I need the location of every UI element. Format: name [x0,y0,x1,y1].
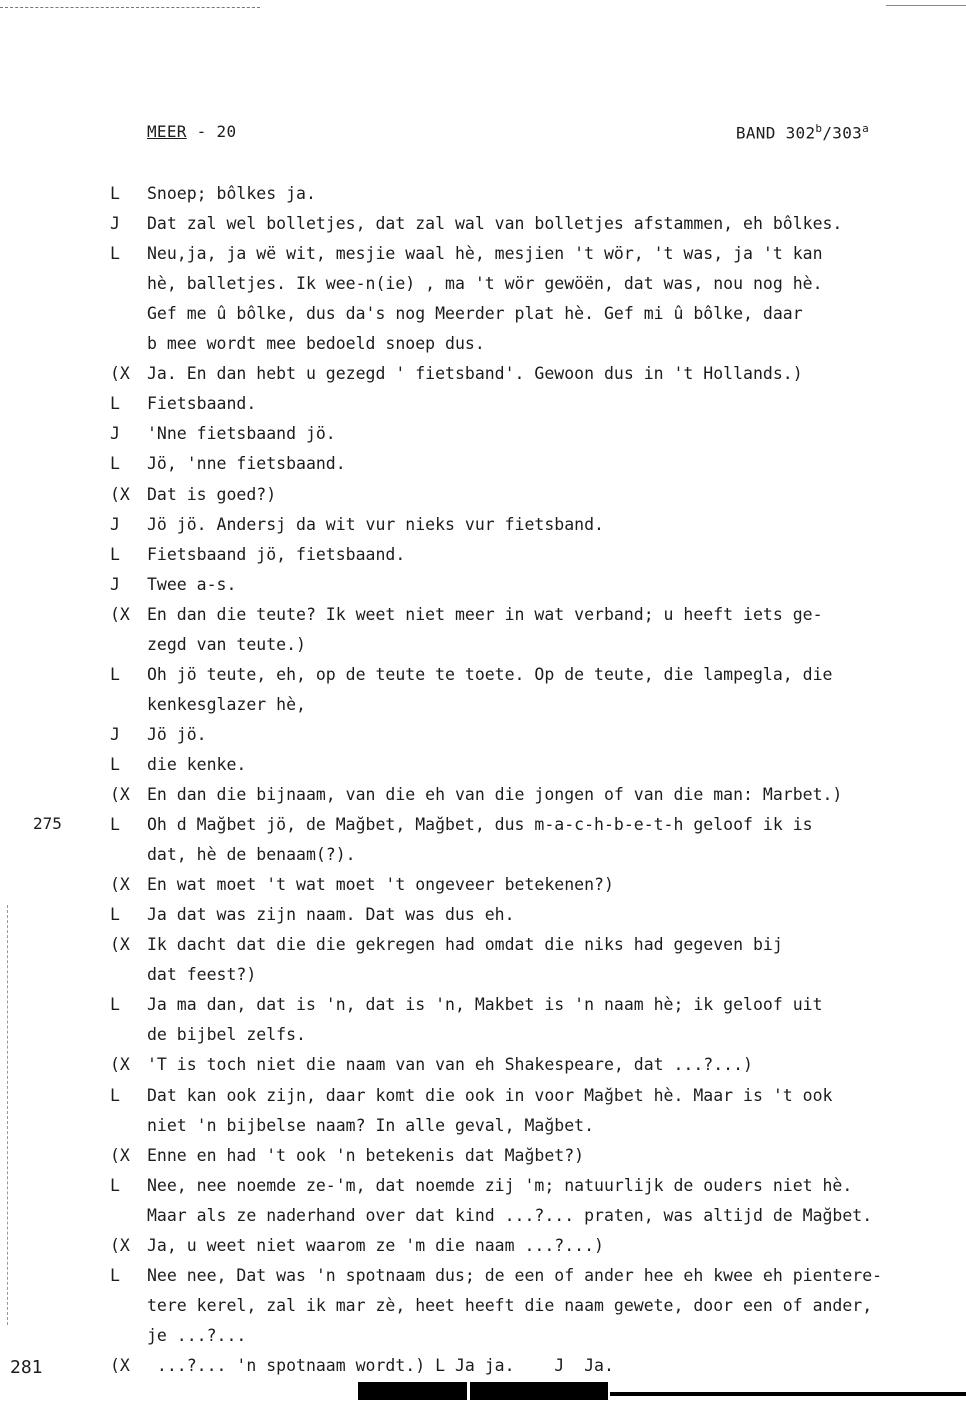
transcript-line [0,1294,966,1318]
page-header-right [736,122,869,142]
line-text: zegd van teute.) [147,634,306,654]
transcript-line [0,543,966,567]
transcript-line [0,272,966,296]
transcript-line [0,452,966,476]
transcript-line [0,1354,966,1378]
transcript-line [0,362,966,386]
transcript-line [0,513,966,537]
transcript-line [0,663,966,687]
transcript-line [0,633,966,657]
line-text: Jö, 'nne fietsbaand. [147,454,346,474]
transcript-line [0,963,966,987]
transcript-line [0,933,966,957]
speaker-label: L [110,454,120,474]
line-text: Neu,ja, ja wë wit, mesjie waal hè, mesjien 't wör, 't was, ja 't kan [147,244,823,264]
transcript-line [0,573,966,597]
speaker-label: J [110,574,120,594]
speaker-label: (X [110,604,130,624]
line-text: Oh d Mağbet jö, de Mağbet, Mağbet, dus m-a-c-h-b-e-t-h geloof ik is [147,815,813,835]
line-text: Dat zal wel bolletjes, dat zal wal van bolletjes afstammen, eh bôlkes. [147,214,843,234]
line-text: Ik dacht dat die die gekregen had omdat die niks had gegeven bij [147,935,783,955]
scan-bottom-rule [610,1392,966,1396]
line-text: Fietsbaand. [147,394,257,414]
band-sup-2: a [862,122,869,135]
line-text: Jö jö. Andersj da wit vur nieks vur fietsband. [147,514,604,534]
line-text: En wat moet 't wat moet 't ongeveer betekenen?) [147,875,614,895]
speaker-label: L [110,1175,120,1195]
line-text: Enne en had 't ook 'n betekenis dat Mağbet?) [147,1145,585,1165]
transcript-line [0,212,966,236]
line-text: Maar als ze naderhand over dat kind ...?... praten, was altijd de Mağbet. [147,1205,873,1225]
transcript-line [0,1174,966,1198]
transcript-line [0,603,966,627]
band-label: BAND 302 [735,123,816,143]
speaker-label: (X [110,1235,130,1255]
transcript-line [0,723,966,747]
margin-line-number: 281 [10,1357,43,1378]
speaker-label: J [110,424,120,444]
transcript-line [0,1264,966,1288]
line-text: Ja. En dan hebt u gezegd ' fietsband'. Gewoon dus in 't Hollands.) [147,364,803,384]
transcript-line [0,873,966,897]
speaker-label: L [110,905,120,925]
transcript-line [0,843,966,867]
transcript-line [0,1114,966,1138]
line-text: b mee wordt mee bedoeld snoep dus. [147,334,485,354]
scan-bottom-tick [467,1380,470,1402]
line-text: niet 'n bijbelse naam? In alle geval, Mağbet. [147,1115,595,1135]
line-text: En dan die bijnaam, van die eh van die jongen of van die man: Marbet.) [147,785,843,804]
transcript-line [0,483,966,507]
speaker-label: L [110,1085,120,1105]
transcript-line [0,753,966,777]
line-text: Ja dat was zijn naam. Dat was dus eh. [147,905,515,925]
header-title: MEER [147,122,187,141]
speaker-label: J [110,514,120,534]
transcript-line [0,693,966,717]
line-text: hè, balletjes. Ik wee-n(ie) , ma 't wör gewöën, dat was, nou nog hè. [147,274,823,294]
transcript-line [0,783,966,807]
scan-artifact-top-right [886,5,966,6]
speaker-label: L [110,394,120,414]
band-slash: /303 [822,123,863,143]
transcript-line [0,993,966,1017]
transcript-line [0,1053,966,1077]
speaker-label: (X [110,1055,130,1075]
line-text: de bijbel zelfs. [147,1025,306,1045]
transcript-line [0,1234,966,1258]
speaker-label: L [110,184,120,203]
line-text: tere kerel, zal ik mar zè, heet heeft die naam gewete, door een of ander, [147,1295,873,1315]
speaker-label: L [110,664,120,684]
transcript-line [0,813,966,837]
speaker-label: (X [110,364,130,384]
line-text: Snoep; bôlkes ja. [147,184,316,203]
scan-artifact-top-left [0,7,260,8]
page-header-left [147,122,236,141]
speaker-label: (X [110,785,130,804]
speaker-label: (X [110,1355,130,1375]
header-page-number: - 20 [186,122,237,141]
line-text: 'T is toch niet die naam van van eh Shakespeare, dat ...?...) [147,1055,753,1075]
line-text: Dat kan ook zijn, daar komt die ook in voor Mağbet hè. Maar is 't ook [147,1085,833,1105]
speaker-label: (X [110,935,130,955]
scan-bottom-bar [358,1382,608,1400]
transcript-line [0,422,966,446]
line-text: Nee nee, Dat was 'n spotnaam dus; de een of ander hee eh kwee eh pientere- [147,1265,883,1285]
line-text: Ja ma dan, dat is 'n, dat is 'n, Makbet is 'n naam hè; ik geloof uit [147,995,823,1015]
line-text: Gef me û bôlke, dus da's nog Meerder plat hè. Gef mi û bôlke, daar [147,304,803,324]
speaker-label: L [110,995,120,1015]
line-text: Nee, nee noemde ze-'m, dat noemde zij 'm; natuurlijk de ouders niet hè. [147,1175,853,1195]
transcript-line [0,1084,966,1108]
speaker-label: L [110,754,120,774]
speaker-label: J [110,724,120,744]
transcript-line [0,1144,966,1168]
transcript-line [0,1023,966,1047]
speaker-label: L [110,244,120,264]
transcript-line [0,1204,966,1228]
transcript-line [0,242,966,266]
transcript-line [0,332,966,356]
transcript-line [0,182,966,206]
transcript-line [0,302,966,326]
line-text: je ...?... [147,1325,247,1345]
transcript-line [0,392,966,416]
band-sup-1: b [815,122,823,135]
line-text: Ja, u weet niet waarom ze 'm die naam ...?...) [147,1235,604,1255]
speaker-label: (X [110,875,130,895]
line-text: die kenke. [147,754,247,774]
speaker-label: L [110,1265,120,1285]
line-text: Dat is goed?) [147,484,277,504]
speaker-label: L [110,815,120,835]
margin-line-number: 275 [33,814,62,833]
line-text: 'Nne fietsbaand jö. [147,424,336,444]
line-text: dat feest?) [147,965,257,985]
line-text: dat, hè de benaam(?). [147,845,356,865]
speaker-label: J [110,214,120,234]
speaker-label: (X [110,484,130,504]
transcript-line [0,903,966,927]
speaker-label: (X [110,1145,130,1165]
line-text: Oh jö teute, eh, op de teute te toete. Op de teute, die lampegla, die [147,664,833,684]
line-text: ...?... 'n spotnaam wordt.) L Ja ja. J Ja. [147,1355,614,1375]
line-text: Twee a-s. [147,574,237,594]
line-text: kenkesglazer hè, [147,694,306,714]
transcript-line [0,1324,966,1348]
line-text: Fietsbaand jö, fietsbaand. [147,544,406,564]
line-text: Jö jö. [147,724,207,744]
speaker-label: L [110,544,120,564]
line-text: En dan die teute? Ik weet niet meer in wat verband; u heeft iets ge- [147,604,823,624]
